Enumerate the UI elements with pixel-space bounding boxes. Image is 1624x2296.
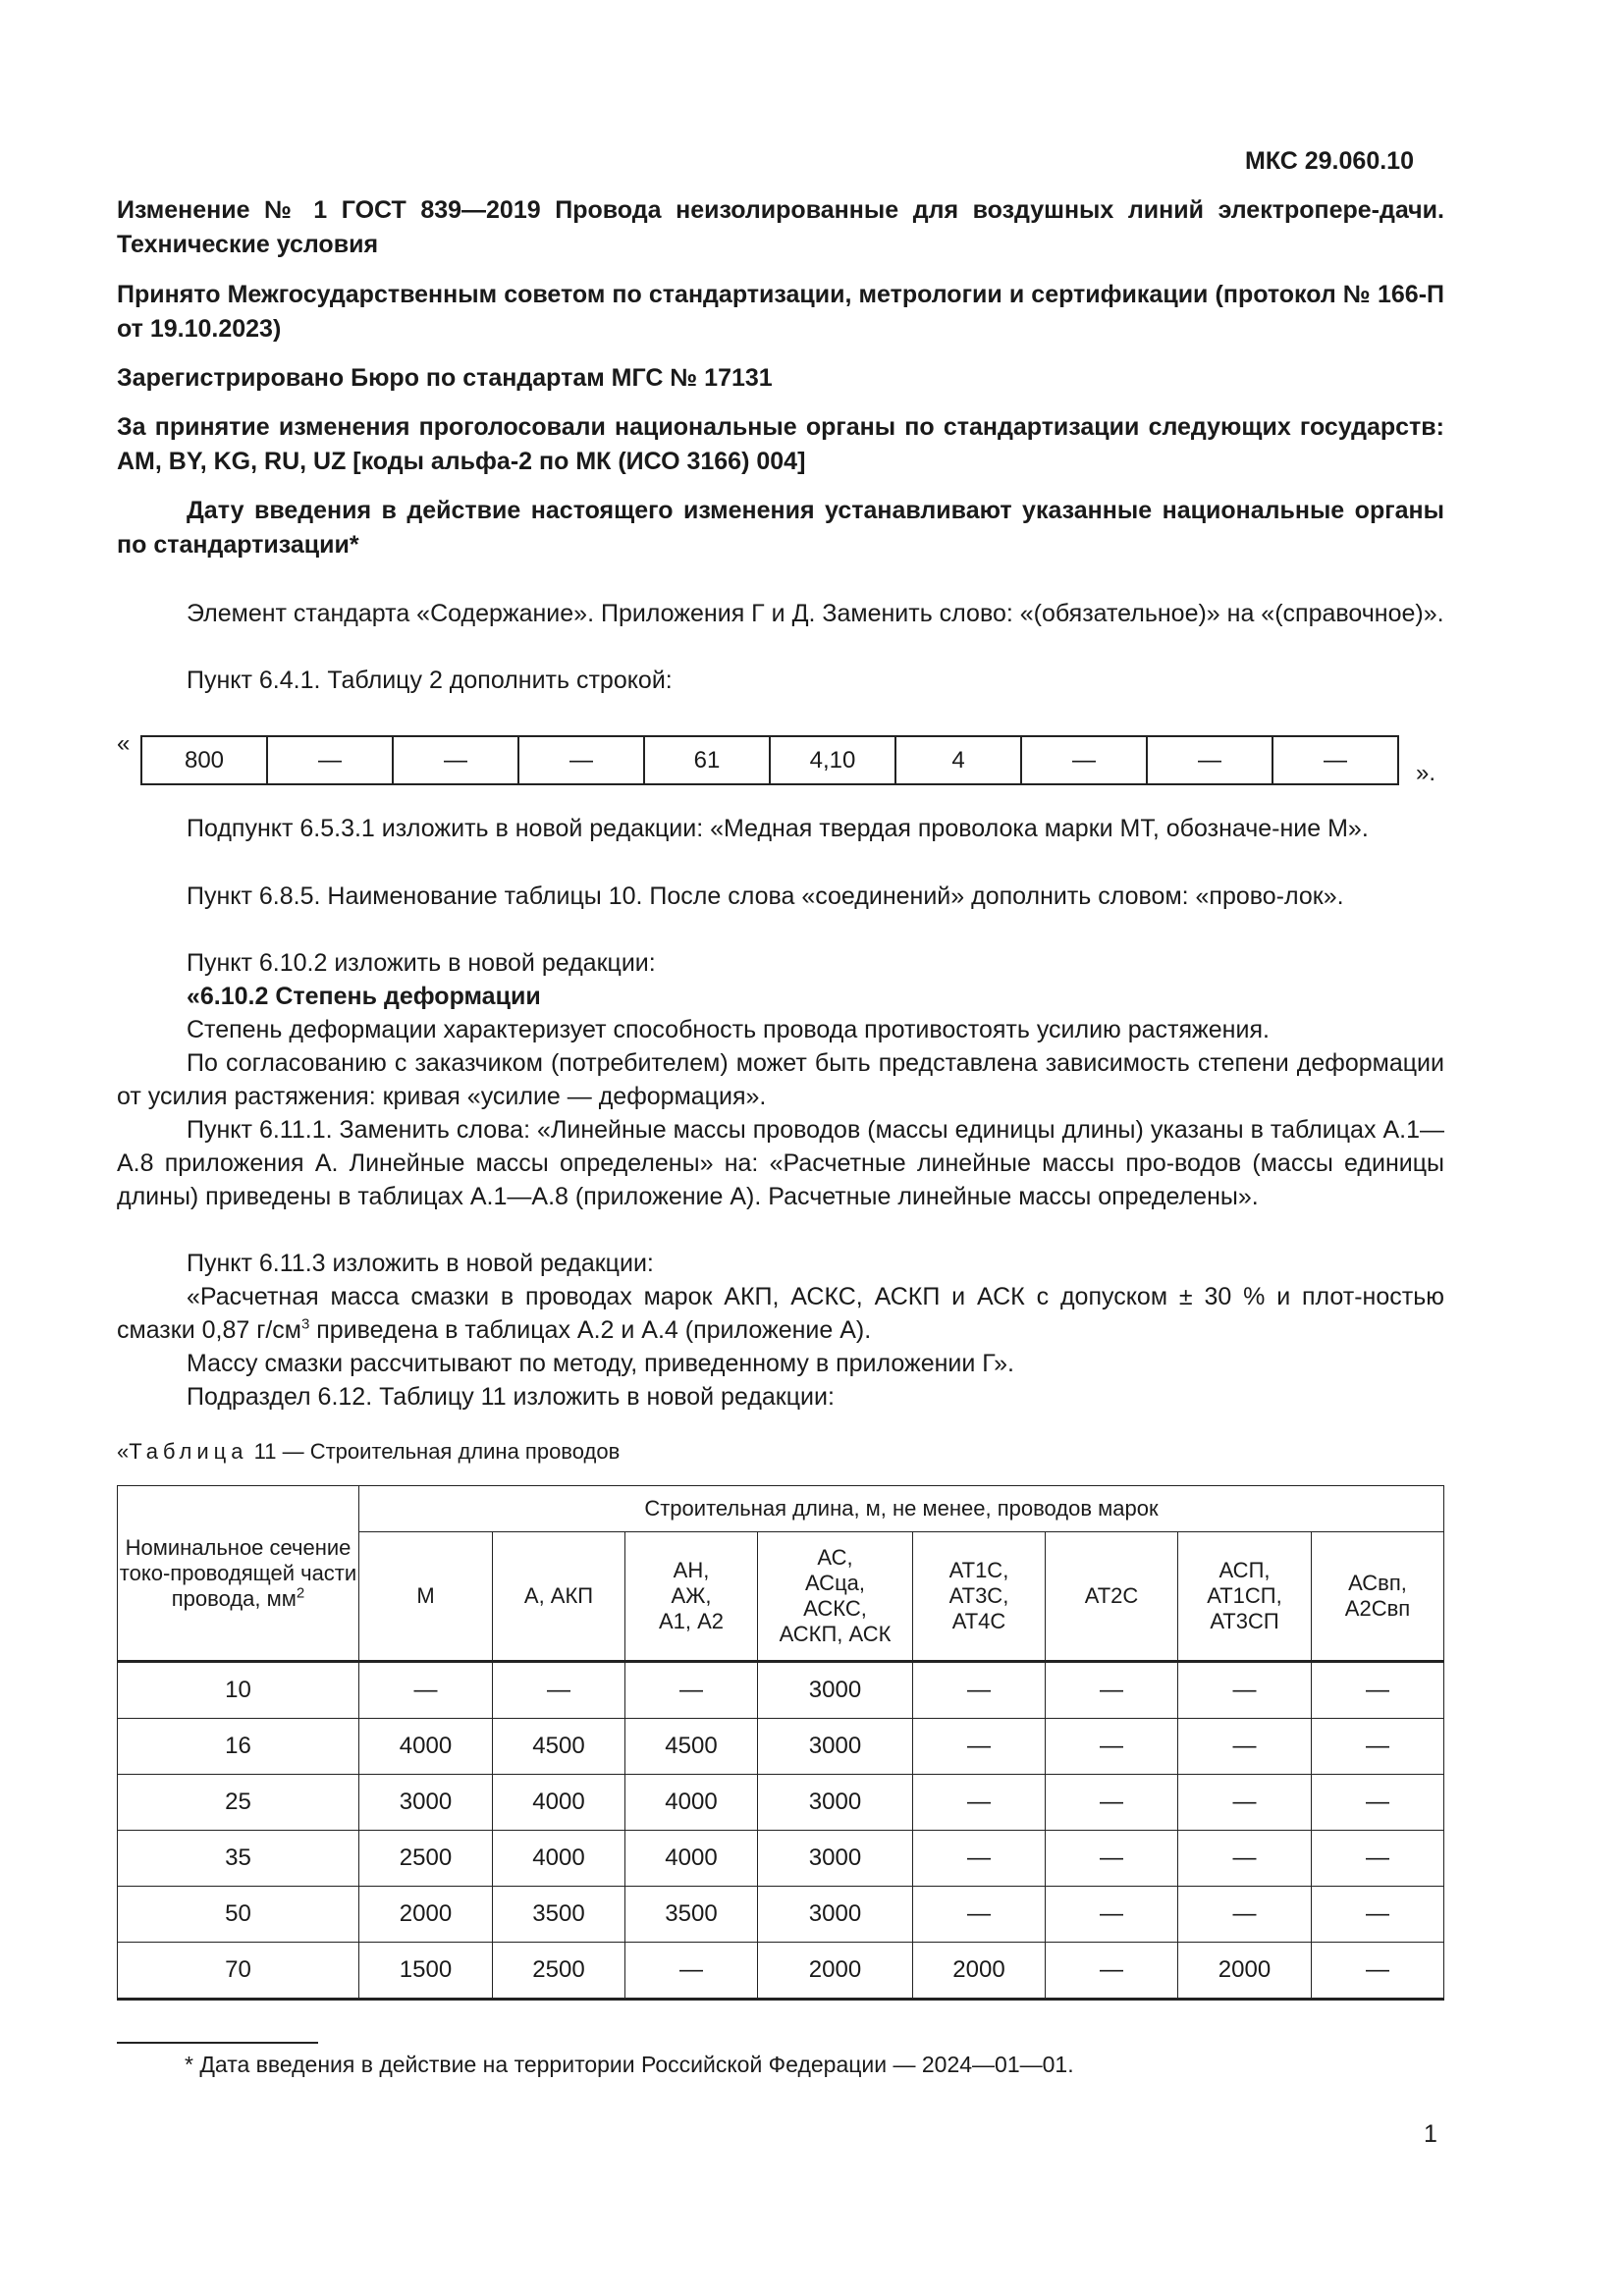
row-length-cell: —: [1312, 1831, 1444, 1887]
row-length-cell: 4000: [359, 1719, 493, 1775]
row-length-cell: 3000: [758, 1662, 913, 1719]
header-nominal-section: Номинальное сечение токо-проводящей части провода, $мм^2$: [118, 1486, 359, 1662]
row-cell: —: [1021, 736, 1147, 784]
row-length-cell: 4500: [625, 1719, 758, 1775]
row-length-cell: —: [1178, 1831, 1312, 1887]
row-length-cell: —: [1178, 1719, 1312, 1775]
paragraph-deformation-definition: Степень деформации характеризует способность провода противостоять усилию растяжения.: [187, 1016, 1270, 1043]
adopted-statement: Принято Межгосударственным советом по стандартизации, метрологии и сертификации (протокол № 166-П от 19.10.2023): [117, 281, 1444, 343]
row-length-cell: —: [1178, 1887, 1312, 1943]
row-length-cell: —: [1046, 1831, 1178, 1887]
row-section-cell: 50: [118, 1887, 359, 1943]
table-row: [118, 1943, 1444, 2000]
paragraph-6-12: Подраздел 6.12. Таблицу 11 изложить в новой редакции:: [187, 1383, 835, 1411]
row-length-cell: 3500: [493, 1887, 625, 1943]
row-length-cell: —: [1046, 1943, 1178, 2000]
row-length-cell: 4000: [625, 1775, 758, 1831]
row-section-cell: 10: [118, 1662, 359, 1719]
row-open-quote: «: [117, 730, 131, 757]
row-length-cell: 4000: [625, 1831, 758, 1887]
effective-date-statement: Дату введения в действие настоящего изменения устанавливают указанные национальные органы по стандартизации*: [117, 497, 1444, 559]
row-close-quote: ».: [1416, 760, 1436, 786]
section-heading-6-10-2: «6.10.2 Степень деформации: [187, 983, 541, 1010]
row-length-cell: —: [913, 1719, 1046, 1775]
row-section-cell: 70: [118, 1943, 359, 2000]
row-length-cell: —: [913, 1775, 1046, 1831]
row-length-cell: —: [1046, 1775, 1178, 1831]
row-length-cell: 4500: [493, 1719, 625, 1775]
row-length-cell: —: [913, 1662, 1046, 1719]
col-header: АТ2С: [1046, 1532, 1178, 1662]
row-cell: —: [1272, 736, 1398, 784]
row-length-cell: —: [625, 1943, 758, 2000]
paragraph-6-11-3: Пункт 6.11.3 изложить в новой редакции:: [187, 1250, 654, 1277]
col-header: М: [359, 1532, 493, 1662]
row-length-cell: —: [913, 1887, 1046, 1943]
row-length-cell: —: [1046, 1662, 1178, 1719]
table-row: [118, 1775, 1444, 1831]
col-header: АС, АСца, АСКС, АСКП, АСК: [758, 1532, 913, 1662]
row-length-cell: —: [359, 1662, 493, 1719]
row-length-cell: 3000: [359, 1775, 493, 1831]
row-length-cell: —: [1046, 1719, 1178, 1775]
row-length-cell: —: [1312, 1662, 1444, 1719]
table-row: [118, 1831, 1444, 1887]
table-row: [118, 1719, 1444, 1775]
page-number: 1: [1424, 2120, 1437, 2148]
registration-statement: Зарегистрировано Бюро по стандартам МГС № 17131: [117, 364, 773, 392]
row-cell: —: [518, 736, 644, 784]
row-length-cell: —: [1312, 1719, 1444, 1775]
col-header: АТ1С, АТ3С, АТ4С: [913, 1532, 1046, 1662]
row-length-cell: 2000: [758, 1943, 913, 2000]
row-length-cell: —: [1046, 1887, 1178, 1943]
paragraph-contents-change: Элемент стандарта «Содержание». Приложения Г и Д. Заменить слово: «(обязательное)» на «(справочное)».: [187, 600, 1444, 627]
row-cell: 4,10: [770, 736, 895, 784]
paragraph-6-8-5: Пункт 6.8.5. Наименование таблицы 10. После слова «соединений» дополнить словом: «прово-лок».: [187, 882, 1344, 910]
col-header: А, АКП: [493, 1532, 625, 1662]
row-section-cell: 25: [118, 1775, 359, 1831]
paragraph-deformation-curve: По согласованию с заказчиком (потребителем) может быть представлена зависимость степени деформации от усилия растяжения: кривая «усилие — деформация».: [117, 1049, 1444, 1110]
table-row: [118, 1887, 1444, 1943]
row-length-cell: 3000: [758, 1719, 913, 1775]
row-length-cell: —: [625, 1662, 758, 1719]
row-length-cell: 2000: [359, 1887, 493, 1943]
row-length-cell: —: [1312, 1775, 1444, 1831]
table-row: [118, 1662, 1444, 1719]
row-length-cell: 2500: [493, 1943, 625, 2000]
row-length-cell: —: [493, 1662, 625, 1719]
paragraph-6-10-2: Пункт 6.10.2 изложить в новой редакции:: [187, 949, 656, 977]
row-length-cell: —: [1178, 1775, 1312, 1831]
row-length-cell: 3000: [758, 1831, 913, 1887]
row-cell: —: [393, 736, 518, 784]
row-length-cell: 3500: [625, 1887, 758, 1943]
col-header: АСвп, А2Свп: [1312, 1532, 1444, 1662]
row-cell: 61: [644, 736, 770, 784]
row-length-cell: 2000: [1178, 1943, 1312, 2000]
paragraph-6-5-3-1: Подпункт 6.5.3.1 изложить в новой редакции: «Медная твердая проволока марки МТ, обозначе-ние М».: [187, 815, 1369, 842]
row-length-cell: —: [913, 1831, 1046, 1887]
row-length-cell: 3000: [758, 1775, 913, 1831]
row-length-cell: 2000: [913, 1943, 1046, 2000]
paragraph-grease-method: Массу смазки рассчитывают по методу, приведенному в приложении Г».: [187, 1350, 1014, 1377]
row-section-cell: 16: [118, 1719, 359, 1775]
amendment-title: Изменение № 1 ГОСТ 839—2019 Провода неизолированные для воздушных линий электропере-дачи. Технические условия: [117, 196, 1444, 258]
paragraph-grease-mass: «Расчетная масса смазки в проводах марок АКП, АСКС, АСКП и АСК с допуском ± 30 % и плот-ностью смазки 0,87 $г/см^3$ приведена в таблицах А.2 и А.4 (приложение А).: [117, 1283, 1444, 1344]
row-length-cell: 4000: [493, 1831, 625, 1887]
row-cell: —: [267, 736, 393, 784]
row-length-cell: —: [1178, 1662, 1312, 1719]
table2-added-row: [140, 735, 1399, 785]
row-length-cell: 2500: [359, 1831, 493, 1887]
row-length-cell: 4000: [493, 1775, 625, 1831]
row-section-cell: 35: [118, 1831, 359, 1887]
row-length-cell: —: [1312, 1887, 1444, 1943]
row-length-cell: 3000: [758, 1887, 913, 1943]
row-cell: 800: [141, 736, 267, 784]
table11-caption: «Таблица 11 — Строительная длина проводов: [117, 1439, 621, 1464]
voting-statement: За принятие изменения проголосовали национальные органы по стандартизации следующих государств: AM, BY, KG, RU, UZ [коды альфа-2 по МК (ИСО 3166) 004]: [117, 413, 1444, 475]
col-header: АСП, АТ1СП, АТ3СП: [1178, 1532, 1312, 1662]
row-cell: 4: [895, 736, 1021, 784]
header-group-length: Строительная длина, м, не менее, проводов марок: [359, 1486, 1444, 1532]
footnote: * Дата введения в действие на территории Российской Федерации — 2024—01—01.: [185, 2052, 1074, 2077]
col-header: АН, АЖ, А1, А2: [625, 1532, 758, 1662]
table11: [117, 1485, 1444, 2001]
row-length-cell: —: [1312, 1943, 1444, 2000]
row-cell: —: [1147, 736, 1272, 784]
row-length-cell: 1500: [359, 1943, 493, 2000]
mks-code: МКС 29.060.10: [1245, 147, 1414, 175]
footnote-rule: [117, 2042, 318, 2044]
paragraph-6-11-1: Пункт 6.11.1. Заменить слова: «Линейные массы проводов (массы единицы длины) указаны в таблицах А.1—А.8 приложения А. Линейные массы определены» на: «Расчетные линейные массы про-водов (массы единицы длины) приведены в таблицах А.1—А.8 (приложение А). Расчетные линейные массы определены».: [117, 1116, 1444, 1210]
paragraph-6-4-1: Пункт 6.4.1. Таблицу 2 дополнить строкой:: [187, 667, 673, 694]
